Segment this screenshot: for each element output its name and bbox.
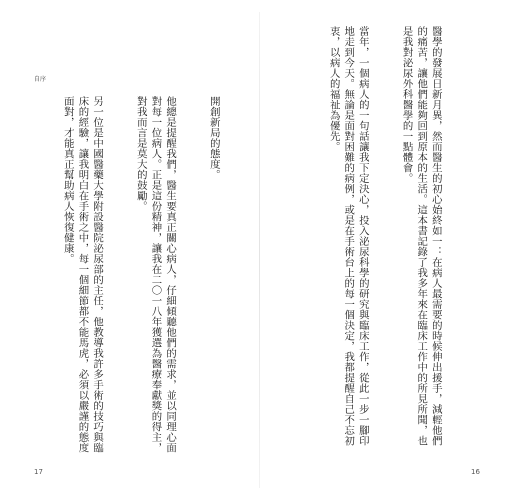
right-paragraph-2: 當年，一個病人的一句話讓我下定決心，投入泌尿科學的研究與臨床工作，從此一步一腳印地走到今天。無論是面對困難的病例，或是在手術台上的每一個決定，我都提醒自己不忘初衷，以病人的福祉為優先。: [327, 26, 369, 446]
section-header: 自序: [34, 76, 47, 83]
right-paragraph-1: 醫學的發展日新月異，然而醫生的初心始終如一：在病人最需要的時候伸出援手，減輕他們的痛苦，讓他們能夠回到原本的生活。這本書記錄了我多年來在臨床工作中的所見所聞，也是我對泌尿外科醫學的一點體會。: [400, 26, 442, 446]
book-gutter: [259, 12, 260, 488]
left-paragraph-1: 開創新局的態度。: [207, 96, 220, 180]
page-number-left: 17: [34, 468, 43, 476]
section-gap: [287, 26, 297, 454]
left-page-text: [60, 96, 250, 456]
left-paragraph-2: 他總是提醒我們，醫生要真正關心病人，仔細傾聽他們的需求，並以同理心面對每一位病人。正是這份精神，讓我在二〇一八年獲選為醫療奉獻獎的得主，對我而言是莫大的鼓勵。: [134, 96, 177, 453]
page-number-right: 16: [471, 468, 480, 476]
right-page-text: [276, 26, 472, 454]
left-paragraph-3: 另一位是中國醫藥大學附設醫院泌尿部的主任，他教導我許多手術的技巧與臨床的經驗，讓我明白在手術之中，每一個細節都不能馬虎，必須以嚴謹的態度面對，才能真正幫助病人恢復健康。: [61, 96, 104, 453]
